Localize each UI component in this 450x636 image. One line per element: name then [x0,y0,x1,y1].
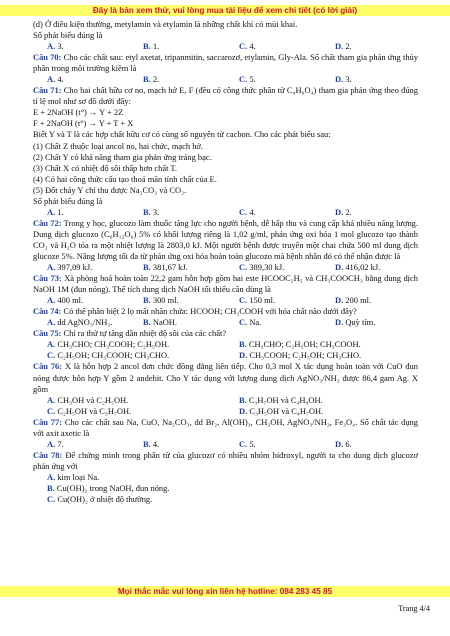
option-text: 2. [343,206,352,217]
answer-option [33,41,129,52]
option-letter: C. [239,317,248,328]
preview-banner: Đây là bản xem thử, vui lòng mua tài liệu để xem chi tiết (có lời giải) [0,5,450,16]
answer-option [33,472,418,483]
text-line [33,174,418,185]
option-text: 397,09 kJ. [55,262,93,273]
option-letter: B. [47,482,55,493]
answer-option [225,207,321,218]
option-letter: D. [239,405,248,416]
option-text: 400 ml. [55,295,84,306]
question-stem [33,273,418,295]
option-letter: D. [239,350,248,361]
answer-option [33,439,129,450]
answer-options [33,41,418,52]
answer-options [33,472,418,483]
answer-option [321,41,417,52]
text-line [33,185,418,196]
option-letter: A. [47,206,56,217]
option-letter: C. [239,206,248,217]
option-text: 5. [247,438,256,449]
option-letter: B. [239,394,247,405]
option-letter: B. [143,41,151,52]
option-text: 2. [343,41,352,52]
answer-options [33,483,418,494]
answer-option [129,439,225,450]
answer-option [225,439,321,450]
answer-options [33,295,418,306]
answer-option [321,74,417,85]
option-letter: B. [143,74,151,85]
option-text: 416,02 kJ. [343,262,381,273]
option-text: 1. [150,41,160,52]
option-letter: B. [143,317,151,328]
answer-option [33,207,129,218]
text-content: E + 2NaOH (t°) → Y + 2Z [33,107,124,118]
answer-option [225,339,417,350]
option-letter: D. [335,295,344,306]
answer-option [33,262,129,273]
option-text: 2. [150,74,160,85]
question-number: Câu 77: [33,416,63,427]
option-text: kim loại Na. [55,471,100,482]
question-text: Chỉ ra thứ tự tăng dần nhiệt độ sôi của các chất? [61,328,227,339]
option-text: NaOH. [150,317,177,328]
answer-option [33,494,418,505]
answer-options [33,207,418,218]
option-text: 381,67 kJ. [150,262,188,273]
option-text: 150 ml. [247,295,276,306]
answer-options [33,339,418,361]
text-line [33,129,418,140]
answer-option [225,262,321,273]
text-line [33,141,418,152]
page-number: Trang 4/4 [398,604,430,613]
question-stem [33,306,418,317]
question-number: Câu 76: [33,361,63,372]
answer-option [321,207,417,218]
option-letter: A. [47,317,56,328]
option-letter: D. [335,74,344,85]
option-letter: C. [47,350,56,361]
question-text: X là hỗn hợp 2 ancol đơn chức đồng đẳng liên tiếp. Cho 0,3 mol X tác dụng hoàn toàn với CuO đun nóng được hỗn hợp Y gồm 2 andehit. Cho Y tác dụng với lượng dung dịch AgNO₃/NH₃ được 86,4 gam Ag. X gồm [33,361,418,394]
option-text: Quỳ tím. [343,317,376,328]
answer-option [225,406,417,417]
option-letter: C. [239,262,248,273]
text-content: Số phát biểu đúng là [33,30,103,41]
question-text: Cho các chất sau: etyl axetat, tripanmitin, saccarozơ, etylamin, Gly-Ala. Số chất tham gia phản ứng thủy phân trong môi trường kiềm là [33,52,418,74]
answer-option [33,317,129,328]
option-text: 3. [150,206,160,217]
question-stem [33,52,418,74]
option-letter: C. [239,438,248,449]
option-text: Na. [247,317,262,328]
text-line [33,196,418,207]
option-text: Cu(OH)₂ ở nhiệt độ thường. [55,494,153,505]
option-text: 5. [247,74,256,85]
question-number: Câu 72: [33,217,62,228]
option-text: CH₃CHO; CH₃COOH; C₂H₅OH. [55,339,170,350]
answer-option [321,295,417,306]
option-text: 3. [343,74,352,85]
answer-option [129,74,225,85]
option-text: 1. [55,206,64,217]
option-letter: B. [143,295,151,306]
option-text: C₂H₅OH và C₃H₇OH. [55,405,132,416]
option-text: C₃H₅OH và C₄H₇OH. [247,405,324,416]
question-number: Câu 75: [33,328,62,339]
text-line [33,118,418,129]
question-stem [33,417,418,439]
question-stem [33,361,418,394]
answer-options [33,439,418,450]
answer-option [225,395,417,406]
option-text: 6. [343,438,352,449]
option-letter: C. [239,295,248,306]
answer-options [33,317,418,328]
question-stem [33,85,418,107]
question-number: Câu 78: [33,449,63,460]
question-number: Câu 74: [33,306,62,317]
answer-option [129,295,225,306]
option-letter: A. [47,394,56,405]
option-letter: C. [47,405,56,416]
question-text: Xà phòng hoá hoàn toàn 22,2 gam hỗn hợp gồm hai este HCOOC₂H₅ và CH₃COOCH₃ bằng dung dịch NaOH 1M (đun nóng). Thể tích dung dịch NaOH tối thiểu cần dùng là [33,273,418,295]
answer-option [225,295,321,306]
option-letter: A. [47,471,56,482]
answer-options [33,74,418,85]
option-text: CH₃OH và C₂H₅OH. [55,394,129,405]
answer-options [33,262,418,273]
question-text: Có thể phân biệt 2 lọ mất nhãn chứa: HCOOH; CH₃COOH với hóa chất nào dưới đây? [61,306,357,317]
text-content: (3) Chất X có nhiệt độ sôi thấp hơn chất T. [33,162,178,173]
option-letter: A. [47,295,56,306]
text-line [33,163,418,174]
option-letter: C. [47,494,56,505]
answer-options [33,395,418,417]
option-letter: D. [335,206,344,217]
option-text: CH₃CHO; C₂H₅OH; CH₃COOH. [246,339,361,350]
question-number: Câu 70: [33,52,62,63]
question-stem [33,450,418,472]
option-text: Cu(OH)₂ trong NaOH, đun nóng. [54,482,170,493]
text-line [33,19,418,30]
text-content: F + 2NaOH (t°) → Y + T + X [33,118,134,129]
option-letter: A. [47,438,56,449]
questions-body [33,19,418,505]
option-letter: D. [335,41,344,52]
option-letter: A. [47,262,56,273]
answer-option [321,439,417,450]
question-text: Cho các chất sau Na, CuO, Na₂CO₃, dd Br₂, Al(OH)₃, CH₃OH, AgNO₃/NH₃, Fe₃O₄. Số chất tác dụng với axit axetic là [33,416,418,438]
option-text: 4. [247,41,256,52]
option-text: C₂H₅OH; CH₃COOH; CH₃CHO. [55,350,170,361]
answer-option [33,483,418,494]
answer-option [225,350,417,361]
question-stem [33,328,418,339]
text-line [33,107,418,118]
option-letter: B. [143,206,151,217]
answer-option [33,395,225,406]
option-letter: B. [143,438,151,449]
text-content: Số phát biểu đúng là [33,195,103,206]
question-number: Câu 71: [33,85,62,96]
option-text: 7. [55,438,64,449]
text-line [33,30,418,41]
text-content: (2) Chất Y có khả năng tham gia phản ứng tráng bạc. [33,151,212,162]
text-line [33,152,418,163]
option-text: 200 ml. [343,295,372,306]
answer-option [225,74,321,85]
option-text: 4. [247,206,256,217]
option-letter: A. [47,74,56,85]
question-stem [33,218,418,262]
answer-option [129,207,225,218]
option-letter: C. [239,74,248,85]
option-letter: B. [143,262,151,273]
option-text: 4. [150,438,160,449]
question-text: Trong y học, glucozo làm thuốc tăng lực cho người bệnh, dễ hấp thu và cung cấp khá nhiều năng lượng. Dung dịch glucozo (C₆H₁₂O₆) 5% có khối lượng riêng là 1,02 g/ml, phản ứng oxi hóa 1 mol glucozo tạo thành CO₂ và H₂O tỏa ra một nhiệt lượng là 2803,0 kJ. Một người bệnh được truyền một chai chứa 500 ml dung dịch glucoze 5%. Năng lượng tối đa từ phản ứng oxi hóa hoàn toàn glucozo mà bệnh nhân đó có thể nhận được là [33,217,418,261]
answer-option [321,317,417,328]
text-content: Biết Y và T là các hợp chất hữu cơ có cùng số nguyên tử cacbon. Cho các phát biểu sau: [33,129,331,140]
option-text: 3. [55,41,64,52]
answer-option [33,295,129,306]
option-text: 389,30 kJ. [247,262,285,273]
option-text: dd AgNO₃/NH₃. [55,317,113,328]
option-letter: A. [47,41,56,52]
option-letter: B. [239,339,247,350]
text-content: (4) Có hai công thức cấu tạo thoả mãn tính chất của E. [33,173,217,184]
answer-option [321,262,417,273]
option-letter: D. [335,438,344,449]
answer-option [225,41,321,52]
text-content: (d) Ở điều kiện thường, metylamin và etylamin là những chất khí có mùi khai. [33,19,298,29]
text-content: (5) Đốt cháy Y chỉ thu được Na₂CO₃ và CO₂. [33,184,187,195]
answer-option [129,317,225,328]
option-text: C₃H₇OH và C₄H₉OH. [246,394,323,405]
text-content: (1) Chất Z thuộc loại ancol no, hai chức, mạch hở. [33,140,203,151]
question-text: Cho hai chất hữu cơ no, mạch hở E, F (đều có công thức phân tử C₄H₆O₄) tham gia phản ứng theo đúng tỉ lệ mol như sơ đồ dưới đây: [33,85,418,107]
option-letter: A. [47,339,56,350]
option-text: 4. [55,74,64,85]
option-letter: D. [335,262,344,273]
question-number: Câu 73: [33,273,62,284]
option-letter: C. [239,41,248,52]
answer-option [225,317,321,328]
option-text: 300 ml. [150,295,179,306]
answer-option [33,74,129,85]
answer-option [33,350,225,361]
answer-option [129,262,225,273]
answer-option [33,339,225,350]
answer-option [129,41,225,52]
option-letter: D. [335,317,344,328]
answer-option [33,406,225,417]
option-text: CH₃COOH; C₂H₅OH; CH₃CHO. [247,350,362,361]
answer-options [33,494,418,505]
question-text: Để chứng minh trong phân tử của glucozơ có nhiều nhóm hiđroxyl, người ta cho dung dịch glucozơ phản ứng với [33,449,418,471]
hotline-banner: Mọi thắc mắc vui lòng xin liên hệ hotline: 084 283 45 85 [0,586,450,597]
